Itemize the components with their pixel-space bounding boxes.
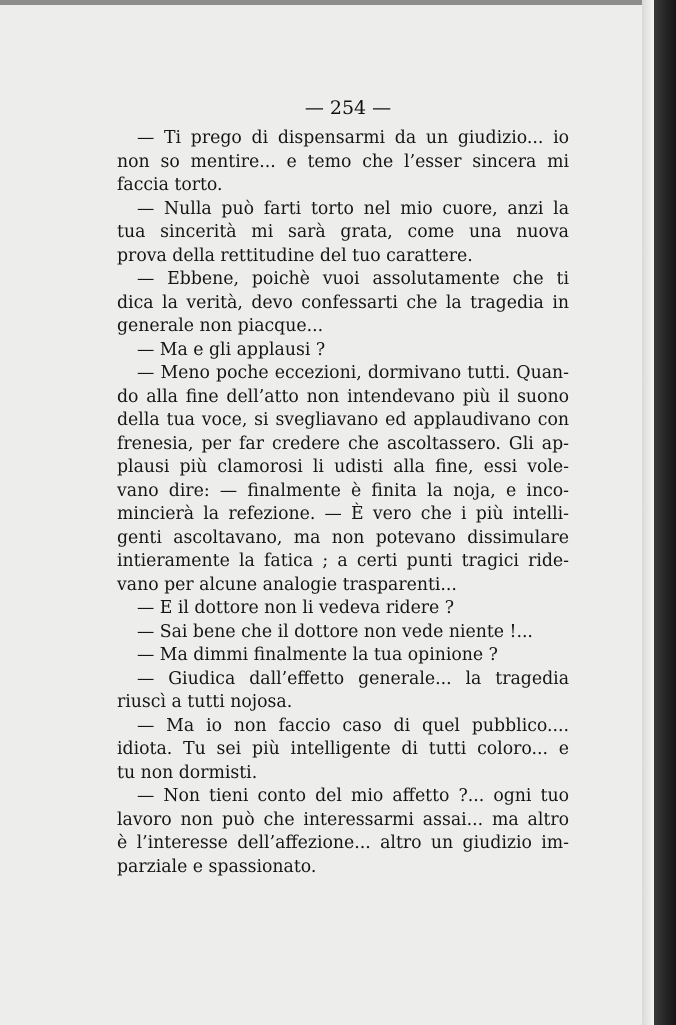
text-line: do alla fine dell’atto non intendevano più il suono — [117, 386, 569, 407]
text-line: genti ascoltavano, ma non potevano dissimulare — [117, 527, 569, 548]
text-line: della tua voce, si svegliavano ed applaudivano con — [117, 410, 569, 430]
text-line: intieramente la fatica ; a certi punti tragici ride- — [117, 551, 569, 571]
text-line: — Ma io non faccio caso di quel pubblico.... — [137, 715, 569, 736]
text-line: — Sai bene che il dottore non vede niente !... — [137, 621, 533, 642]
page-edge-shadow — [642, 0, 654, 1025]
text-line: — Nulla può farti torto nel mio cuore, anzi la — [137, 198, 569, 219]
text-line: — Giudica dall’effetto generale... la tragedia — [137, 668, 569, 689]
text-line: frenesia, per far credere che ascoltassero. Gli ap- — [117, 433, 569, 454]
text-line: mincierà la refezione. — È vero che i più intelli- — [117, 504, 569, 524]
text-line: — Ma e gli applausi ? — [137, 339, 326, 360]
text-line: plausi più clamorosi li udisti alla fine, essi vole- — [117, 457, 569, 477]
text-line: faccia torto. — [117, 175, 223, 195]
text-line: — Ma dimmi finalmente la tua opinione ? — [137, 645, 498, 665]
book-binding — [654, 0, 676, 1025]
text-line: — Ebbene, poichè vuoi assolutamente che ti — [137, 269, 569, 289]
body-text — [117, 127, 569, 879]
text-line: è l’interesse dell’affezione... altro un giudizio im- — [117, 833, 569, 853]
text-line: tu non dormisti. — [117, 762, 258, 783]
scan-top-edge — [0, 0, 654, 5]
text-line: vano dire: — finalmente è finita la noja, e inco- — [117, 480, 569, 501]
text-line: dica la verità, devo confessarti che la tragedia in — [117, 292, 569, 313]
text-line: — Non tieni conto del mio affetto ?... ogni tuo — [137, 786, 569, 806]
text-line: — E il dottore non li vedeva ridere ? — [137, 598, 455, 618]
text-line: parziale e spassionato. — [117, 856, 317, 877]
text-line: vano per alcune analogie trasparenti... — [117, 574, 457, 595]
text-line: riuscì a tutti nojosa. — [117, 692, 293, 712]
text-line: non so mentire... e temo che l’esser sincera mi — [117, 151, 569, 172]
text-line: generale non piacque... — [117, 316, 324, 336]
page-number: — 254 — — [304, 97, 392, 119]
text-line: — Meno poche eccezioni, dormivano tutti. Quan- — [137, 363, 569, 383]
text-line: lavoro non può che interessarmi assai... ma altro — [117, 809, 569, 830]
text-line: idiota. Tu sei più intelligente di tutti coloro... e — [117, 739, 569, 759]
text-line: prova della rettitudine del tuo carattere. — [117, 245, 473, 266]
text-line: tua sincerità mi sarà grata, come una nuova — [117, 222, 569, 242]
text-line: — Ti prego di dispensarmi da un giudizio... io — [137, 128, 569, 148]
